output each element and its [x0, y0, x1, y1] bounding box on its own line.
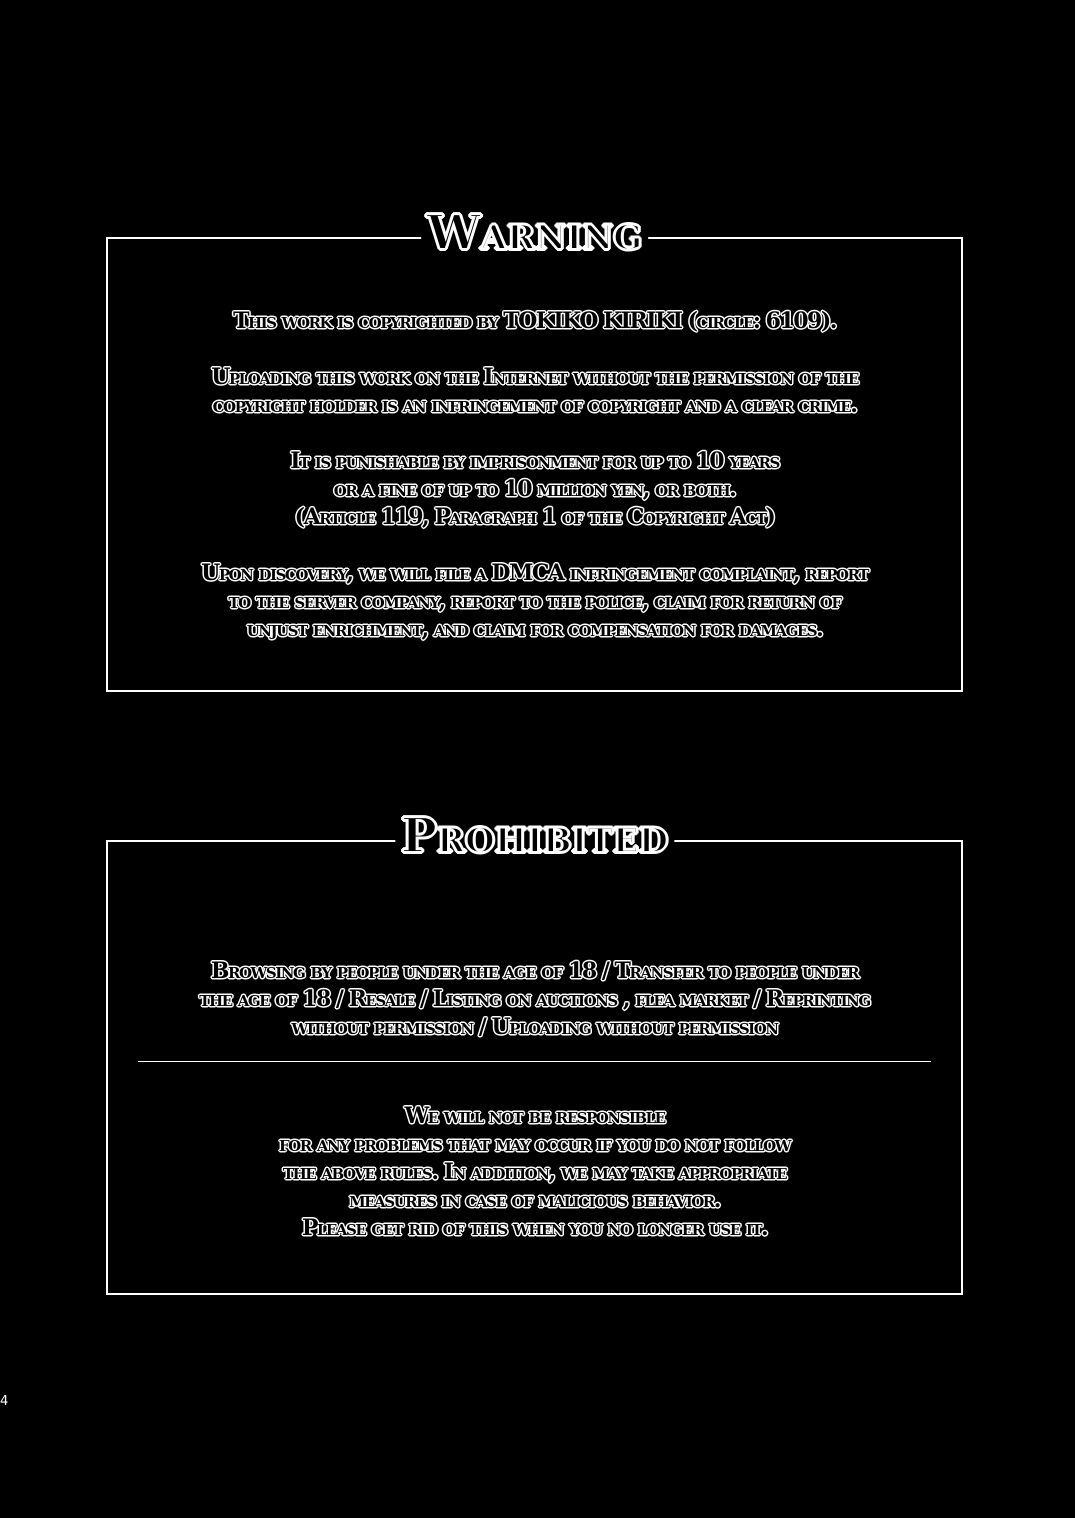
text-line: unjust enrichment, and claim for compensation for damages. — [246, 616, 823, 642]
text-line: It is punishable by imprisonment for up to 10 years — [290, 448, 779, 474]
text-line: or a fine of up to 10 million yen, or both. — [333, 476, 736, 502]
text-line: to the server company, report to the police, claim for return of — [228, 588, 841, 614]
page-number: 4 — [0, 1394, 9, 1409]
text-line: (Article 119, Paragraph 1 of the Copyright Act) — [294, 504, 775, 530]
text-line: Please get rid of this when you no longer use it. — [301, 1215, 768, 1241]
text-line: This work is copyrighted by TOKIKO KIRIKI (circle: 6109). — [233, 308, 836, 334]
warning-section — [106, 205, 963, 692]
upload-infringement-paragraph — [108, 363, 961, 419]
prohibited-actions-paragraph — [108, 957, 961, 1041]
text-line: for any problems that may occur if you do not follow — [278, 1131, 790, 1157]
text-line: copyright holder is an infringement of copyright and a clear crime. — [212, 392, 857, 418]
text-line: Uploading this work on the Internet without the permission of the — [211, 364, 858, 390]
text-line: the above rules. In addition, we may take appropriate — [282, 1159, 787, 1185]
text-line: Upon discovery, we will file a DMCA infringement complaint, report — [201, 560, 868, 586]
copyright-notice-paragraph — [108, 307, 961, 335]
warning-heading: Warning — [421, 203, 649, 263]
text-line: measures in case of malicious behavior. — [349, 1187, 720, 1213]
text-line: We will not be responsible — [404, 1103, 665, 1129]
text-line: Browsing by people under the age of 18 / Transfer to people under — [210, 958, 859, 984]
text-line: without permission / Uploading without permission — [291, 1014, 778, 1040]
prohibited-section — [106, 808, 963, 1295]
prohibited-heading: Prohibited — [395, 806, 674, 866]
text-line: the age of 18 / Resale / Listing on auctions , flea market / Reprinting — [199, 986, 870, 1012]
penalty-paragraph — [108, 447, 961, 531]
responsibility-disclaimer-paragraph — [108, 1102, 961, 1242]
section-divider — [138, 1061, 931, 1062]
enforcement-paragraph — [108, 559, 961, 643]
